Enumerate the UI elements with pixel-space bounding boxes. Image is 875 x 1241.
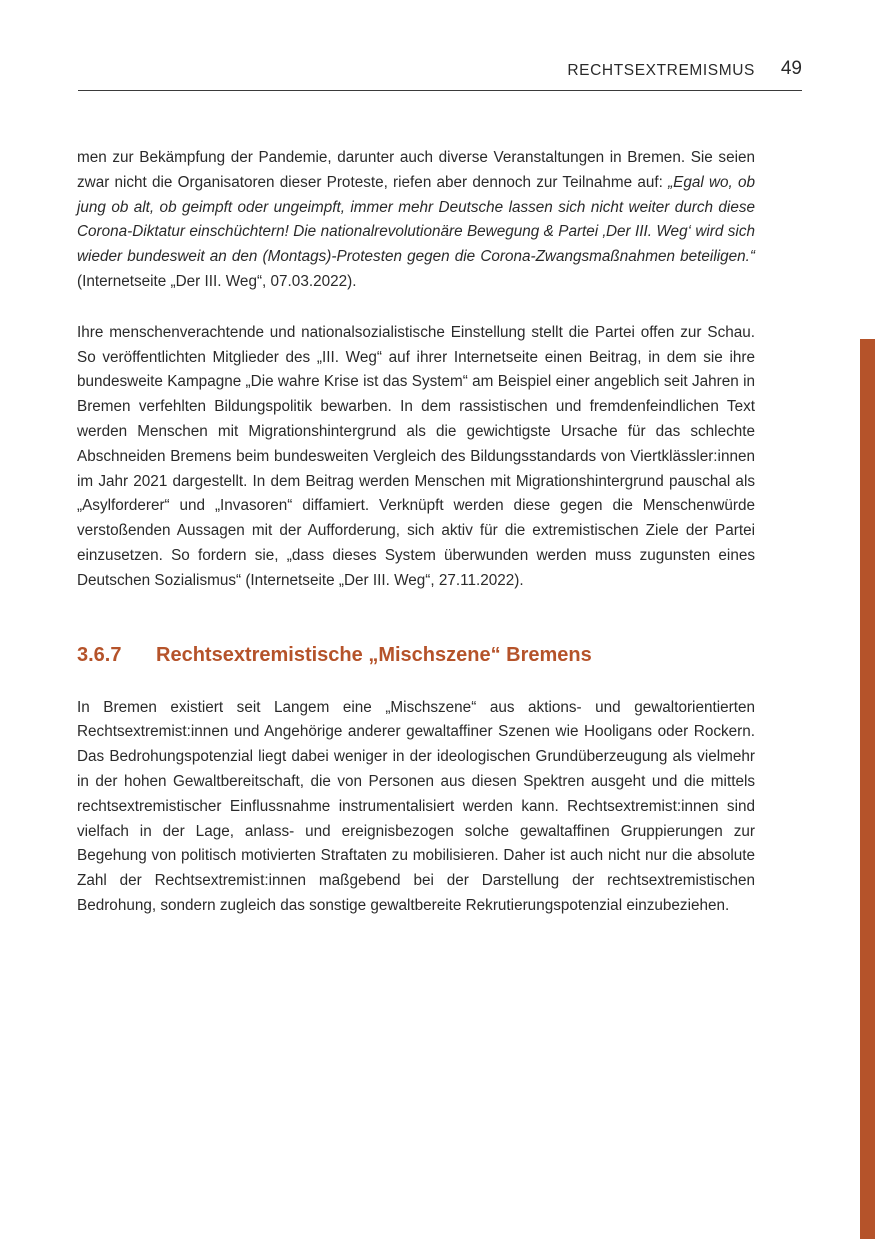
running-header-title: RECHTSEXTREMISMUS — [567, 62, 755, 79]
section-number: 3.6.7 — [77, 643, 122, 666]
paragraph-text: men zur Bekämpfung der Pandemie, darunter auch diverse Veranstaltungen in Bremen. Sie seien zwar nicht die Organisatoren dieser Proteste, riefen aber dennoch zur Teilnahme auf: — [77, 149, 755, 191]
body-paragraph: Ihre menschenverachtende und nationalsozialistische Einstellung stellt die Partei offen zur Schau. So veröffentlichten Mitglieder des „III. Weg“ auf ihrer Internetseite einen Beitrag, in dem sie ihre bundesweite Kampagne „Die wahre Krise ist das System“ am Beispiel einer angeblich seit Jahren in Bremen verfehlten Bildungspolitik bewarben. In dem rassistischen und fremdenfeindlichen Text werden Menschen mit Migrationshintergrund als die gewichtigste Ursache für das schlechte Abschneiden Bremens beim bundesweiten Vergleich des Bildungsstandards von Viertklässler:innen im Jahr 2021 dargestellt. In dem Beitrag werden Menschen mit Migrationshintergrund pauschal als „Asylforderer“ und „Invasoren“ diffamiert. Verknüpft werden diese gegen die Menschenwürde verstoßenden Aussagen mit der Aufforderung, sich aktiv für die extremistischen Ziele der Partei einzusetzen. So fordern sie, „dass dieses System überwunden werden muss zugunsten eines Deutschen Sozialismus“ (Internetseite „Der III. Weg“, 27.11.2022). — [77, 323, 755, 589]
page-body — [77, 146, 755, 919]
quotation: „Egal wo, ob jung ob alt, ob geimpft oder ungeimpft, immer mehr Deutsche lassen sich nicht weiter durch diese Corona-Diktatur einschüchtern! Die nationalrevolutionäre Bewegung & Partei ‚Der III. Weg‘ wird sich wieder bundesweit an den (Montags)-Protesten gegen die Corona-Zwangsmaßnahmen beteiligen.“ — [77, 173, 755, 266]
body-paragraph: In Bremen existiert seit Langem eine „Mischszene“ aus aktions- und gewaltorientierten Rechtsextremist:innen und Angehörige anderer gewaltaffiner Szenen wie Hooligans oder Rockern. Das Bedrohungspotenzial liegt dabei weniger in der ideologischen Grundüberzeugung als vielmehr in der hohen Gewaltbereitschaft, die von Personen aus diesen Spektren ausgeht und die mittels rechtsextremistischer Einflussnahme instrumentalisiert werden kann. Rechtsextremist:innen sind vielfach in der Lage, anlass- und ereignisbezogen solche gewaltaffinen Gruppierungen zur Begehung von politisch motivierten Straftaten zu mobilisieren. Daher ist auch nicht nur die absolute Zahl der Rechtsextremist:innen maßgebend bei der Darstellung der rechtsextremistischen Bedrohung, sondern zugleich das sonstige gewaltbereite Rekrutierungspotenzial einzubeziehen. — [77, 698, 755, 914]
section-title: Rechtsextremistische „Mischszene“ Bremens — [156, 643, 592, 666]
page-number: 49 — [780, 58, 802, 79]
section-heading — [77, 641, 755, 669]
body-paragraph — [77, 146, 755, 295]
citation: (Internetseite „Der III. Weg“, 07.03.2022). — [77, 272, 357, 290]
chapter-tab-bar — [860, 339, 875, 1239]
page-header — [78, 56, 802, 91]
